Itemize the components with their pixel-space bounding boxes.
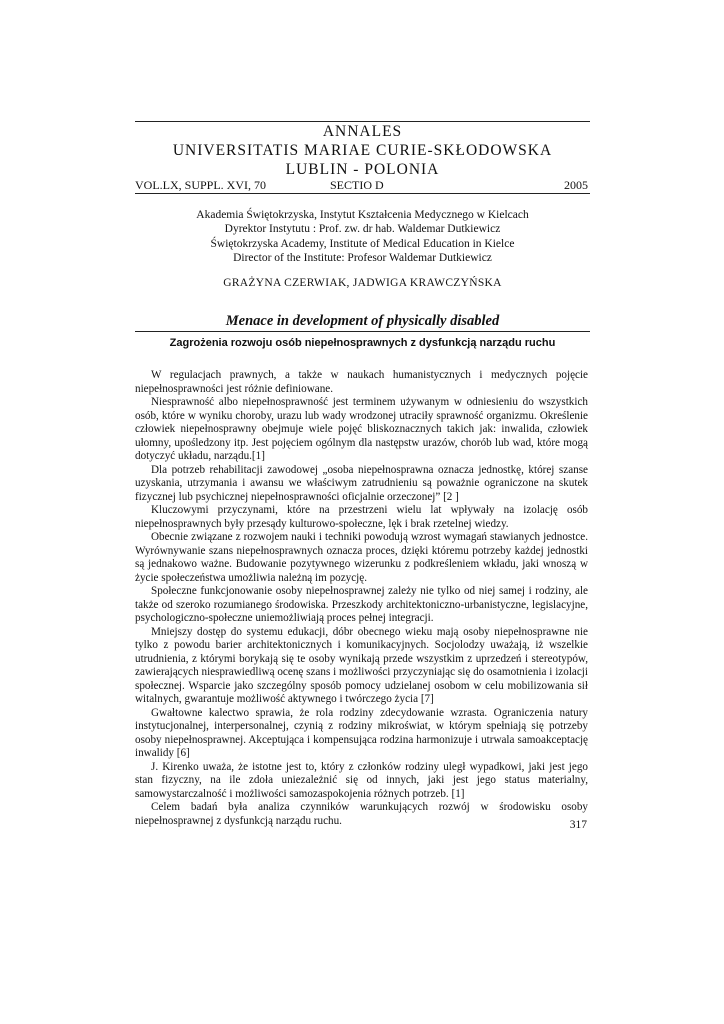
- body-paragraph: Kluczowymi przyczynami, które na przestrzeni wielu lat wpływały na izolację osób niepełnosprawnych były przesądy kulturowo-społeczne, lęk i brak rzetelnej wiedzy.: [135, 504, 588, 530]
- article-title-polish: Zagrożenia rozwoju osób niepełnosprawnych z dysfunkcją narządu ruchu: [169, 337, 556, 349]
- journal-title-line3: LUBLIN - POLONIA: [285, 161, 440, 178]
- body-paragraph: Dla potrzeb rehabilitacji zawodowej „osoba niepełnosprawna oznacza jednostkę, której szanse uzyskania, utrzymania i awansu we właściwym zatrudnieniu są poważnie ograniczone na skutek fizycznej lub psychicznej niepełnosprawności oficjalnie orzeczonej” [2 ]: [135, 463, 588, 503]
- affiliation-line: Director of the Institute: Profesor Waldemar Dutkiewicz: [233, 252, 492, 265]
- affiliation-line: Akademia Świętokrzyska, Instytut Kształcenia Medycznego w Kielcach: [196, 209, 529, 221]
- affiliation-block: [135, 208, 590, 266]
- affiliation-line: Świętokrzyska Academy, Institute of Medical Education in Kielce: [210, 237, 515, 250]
- article-title-english: Menace in development of physically disabled: [225, 313, 500, 329]
- year-info: 2005: [564, 178, 588, 192]
- page-number: 317: [569, 819, 587, 831]
- body-paragraph: Niesprawność albo niepełnosprawność jest terminem używanym w odniesieniu do wszystkich osób, które w wyniku choroby, urazu lub wady wrodzonej utraciły sprawność organizmu. Określenie człowiek niepełnosprawny obejmuje wiele pojęć bliskoznacznych takich jak: inwalida, człowiek ułomny, upośledzony itp. Jest pojęciem ogólnym dla następstw urazów, chorób lub wad, które mogą dotyczyć układu, narządu.[1]: [135, 396, 588, 462]
- journal-title-line1: ANNALES: [322, 123, 403, 140]
- body-paragraph: Gwałtowne kalectwo sprawia, że rola rodziny zdecydowanie wzrasta. Ograniczenia natury instytucjonalnej, interpersonalnej, czynią z rodziny mikroświat, w którym spełniają się potrzeby osoby niepełnosprawnej. Akceptująca i kompensująca rodzina harmonizuje i utrwala samoakceptację inwalidy [6]: [135, 706, 588, 759]
- title-rule: [135, 331, 590, 332]
- body-paragraph: Obecnie związane z rozwojem nauki i techniki powodują wzrost wymagań stawianych jednostce. Wyrównywanie szans niepełnosprawnych oznacza proces, dzięki któremu potrzeby każdej jednostki są jednakowo ważne. Budowanie pozytywnego wizerunku z podkreśleniem wkładu, jaki wnoszą w życie społeczeństwa umożliwia należną im pozycję.: [135, 531, 588, 584]
- body-paragraph: J. Kirenko uważa, że istotne jest to, który z członków rodziny uległ wypadkowi, jaki jest jego stan fizyczny, na ile zdoła uniezależnić się od innych, jaki jest jego status materialny, samowystarczalność i możliwości samozaspokojenia różnych potrzeb. [1]: [135, 760, 588, 800]
- affiliation-line: Dyrektor Instytutu : Prof. zw. dr hab. Waldemar Dutkiewicz: [224, 223, 501, 236]
- header-bottom-rule: [135, 193, 590, 194]
- section-info: SECTIO D: [330, 178, 384, 192]
- volume-info: VOL.LX, SUPPL. XVI, 70: [135, 178, 267, 192]
- journal-meta-line: [135, 178, 590, 194]
- journal-title-line2: UNIVERSITATIS MARIAE CURIE-SKŁODOWSKA: [172, 142, 553, 159]
- body-paragraph: Celem badań była analiza czynników warunkujących rozwój w środowisku osoby niepełnosprawnej z dysfunkcją narządu ruchu.: [135, 801, 588, 827]
- authors: GRAŻYNA CZERWIAK, JADWIGA KRAWCZYŃSKA: [223, 277, 502, 289]
- body-paragraph: Społeczne funkcjonowanie osoby niepełnosprawnej zależy nie tylko od niej samej i rodziny, ale także od szeroko rozumianego środowiska. Przeszkody architektoniczno-urbanistyczne, legislacyjne, psychologiczno-społeczne uniemożliwiają proces pełnej integracji.: [135, 585, 588, 624]
- article-body: [135, 369, 588, 828]
- body-paragraph: W regulacjach prawnych, a także w naukach humanistycznych i medycznych pojęcie niepełnosprawności jest różnie definiowane.: [135, 369, 588, 395]
- body-paragraph: Mniejszy dostęp do systemu edukacji, dóbr obecnego wieku mają osoby niepełnosprawne nie tylko z powodu barier architektonicznych i komunikacyjnych. Socjolodzy uważają, iż wszelkie utrudnienia, z którymi borykają się te osoby wynikają przede wszystkim z uprzedzeń i stereotypów, zawierających niesprawiedliwą ocenę szans i możliwości przyczyniając się do osamotnienia i izolacji społecznej. Wsparcie jako szczególny sposób pomocy udzielanej osobom w celu mobilizowania sił witalnych, gwarantuje możliwość aktywnego i twórczego życia [7]: [135, 625, 588, 705]
